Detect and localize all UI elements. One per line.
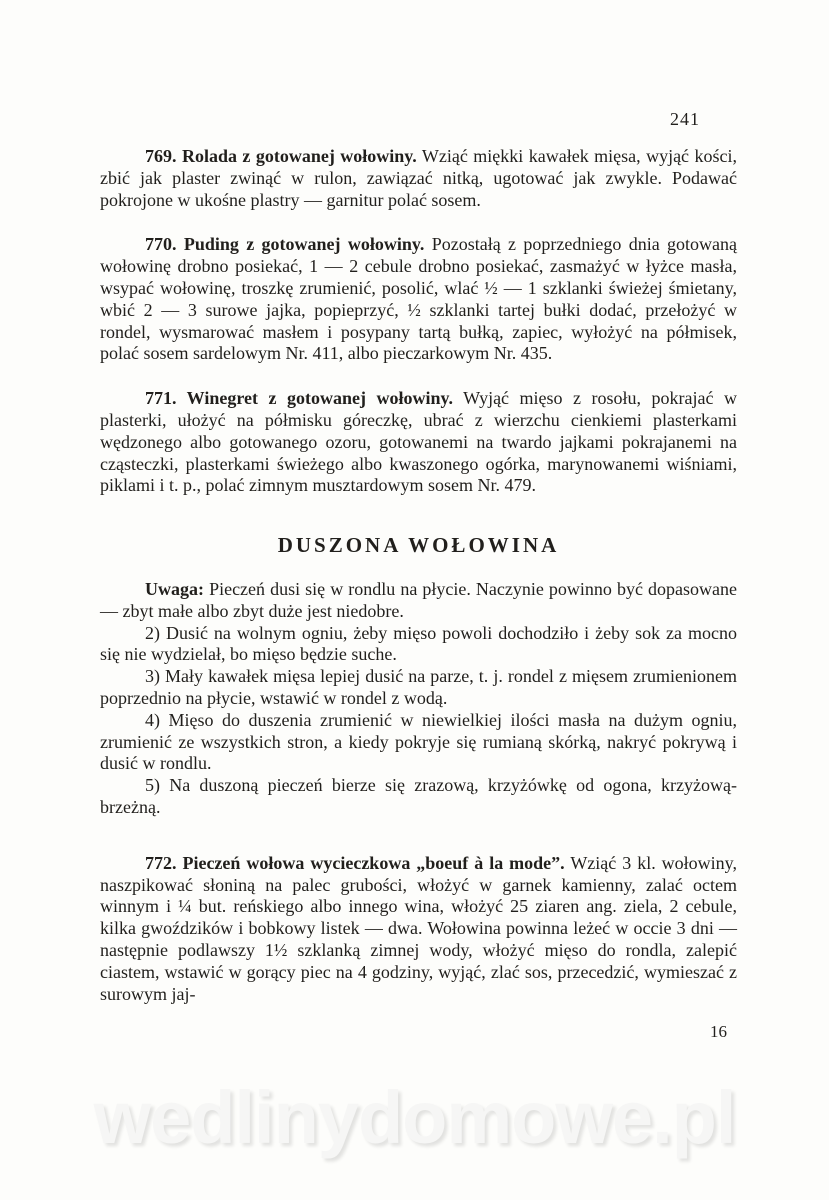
recipe-769-paragraph	[100, 146, 737, 211]
recipe-771-title: 771. Winegret z gotowanej wołowiny.	[145, 388, 453, 409]
watermark-text: wedlinydomowe.pl	[93, 1076, 736, 1159]
list-point-2: 2) Dusić na wolnym ogniu, żeby mięso powoli dochodziło i żeby sok za mocno się nie wydzielał, bo mięso będzie suche.	[100, 622, 737, 665]
recipe-769-body: Wziąć miękki kawałek mięsa, wyjąć kości, zbić jak plaster zwinąć w rulon, zawiązać nitką, ugotować jak zwykle. Podawać pokrojone w ukośne plastry — garnitur polać sosem.	[100, 146, 737, 210]
recipe-770-paragraph	[100, 234, 737, 365]
note-label: Uwaga:	[145, 578, 204, 599]
list-point-4: 4) Mięso do duszenia zrumienić w niewielkiej ilości masła na dużym ogniu, zrumienić ze wszystkich stron, a kiedy pokryje się rumianą skórką, nakryć pokrywą i dusić w rondlu.	[100, 709, 737, 774]
note-body: Pieczeń dusi się w rondlu na płycie. Naczynie powinno być dopasowane — zbyt małe albo zbyt duże jest niedobre.	[100, 578, 737, 621]
recipe-771-body: Wyjąć mięso z rosołu, pokrajać w plasterki, ułożyć na półmisku góreczkę, ubrać z wierzchu cienkiemi plasterkami wędzonego albo gotowanego ozoru, gotowanemi na twardo jajkami pokrajanemi na cząsteczki, plasterkami świeżego albo kwaszonego ogórka, marynowanemi wiśniami, piklami i t. p., polać zimnym musztardowym sosem Nr. 479.	[100, 388, 737, 496]
list-point-5: 5) Na duszoną pieczeń bierze się zrazową, krzyżówkę od ogona, krzyżową-brzeżną.	[100, 775, 737, 817]
list-point-3: 3) Mały kawałek mięsa lepiej dusić na parze, t. j. rondel z mięsem zrumienionem poprzednio na płycie, wstawić w rondel z wodą.	[100, 666, 737, 708]
text-block	[100, 146, 737, 1043]
signature-number: 16	[710, 1022, 727, 1042]
recipe-770-body: Pozostałą z poprzedniego dnia gotowaną wołowinę drobno posiekać, 1 — 2 cebule drobno posiekać, zasmażyć w łyżce masła, wsypać wołowinę, troszkę zrumienić, posolić, wlać ½ — 1 szklanki świeżej śmietany, wbić 2 — 3 surowe jajka, popieprzyć, ½ szklanki tartej bułki dodać, przełożyć w rondel, wysmarować masłem i posypany tartą bułką, zapiec, wyłożyć na półmisek, polać sosem sardelowym Nr. 411, albo pieczarkowym Nr. 435.	[100, 234, 738, 364]
page-number: 241	[670, 109, 700, 129]
recipe-772-paragraph	[100, 853, 737, 1006]
note-paragraph	[100, 579, 737, 623]
recipe-770-title: 770. Puding z gotowanej wołowiny.	[145, 234, 425, 255]
recipe-772-title: 772. Pieczeń wołowa wycieczkowa „boeuf à la mode”.	[145, 852, 565, 873]
recipe-772-body: Wziąć 3 kl. wołowiny, naszpikować słoniną na palec grubości, włożyć w garnek kamienny, zalać octem winnym i ¼ but. reńskiego albo innego wina, włożyć 25 ziaren ang. ziela, 2 cebule, kilka gwoździków i bobkowy listek — dwa. Wołowina powinna leżeć w occie 3 dni — następnie podlawszy 1½ szklanką zimnej wody, włożyć mięso do rondla, zalepić ciastem, wstawić w gorący piec na 4 godziny, wyjąć, zlać sos, przecedzić, wymieszać z surowym jaj-	[100, 852, 737, 1004]
recipe-769-title: 769. Rolada z gotowanej wołowiny.	[145, 146, 417, 166]
recipe-771-paragraph	[100, 388, 737, 497]
section-heading: DUSZONA WOŁOWINA	[277, 533, 560, 558]
